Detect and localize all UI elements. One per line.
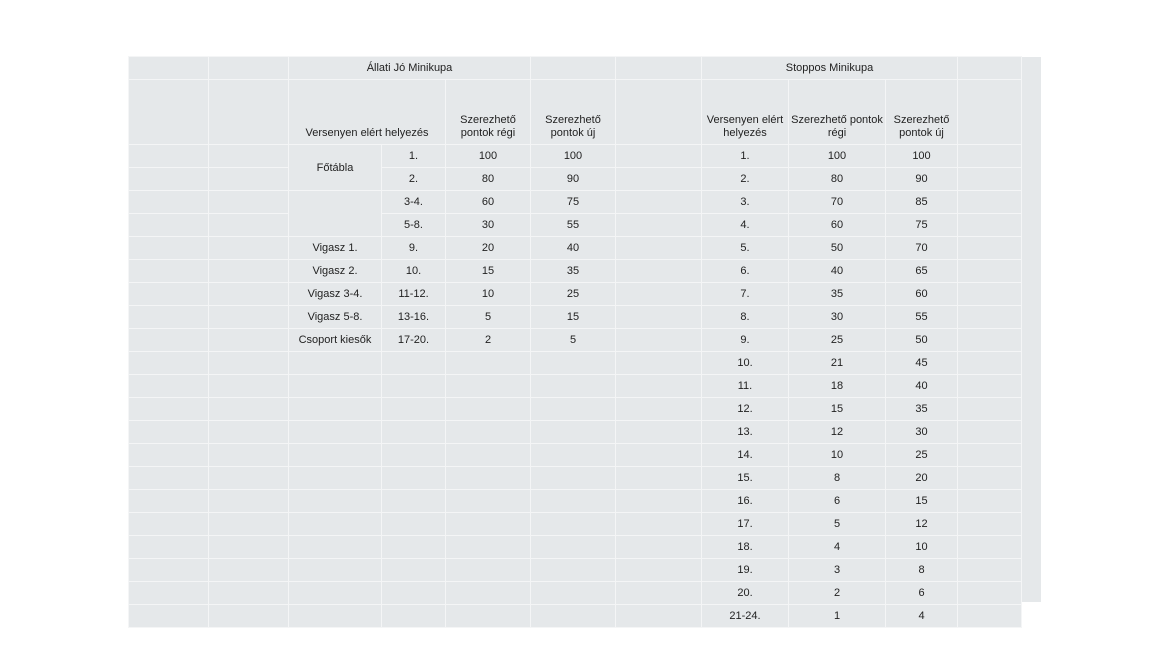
left-old-points-cell: 100 bbox=[446, 145, 530, 167]
right-old-points-cell: 10 bbox=[789, 444, 885, 466]
empty-cell bbox=[446, 605, 530, 627]
empty-cell bbox=[958, 490, 1021, 512]
right-old-points-cell: 3 bbox=[789, 559, 885, 581]
empty-cell bbox=[958, 421, 1021, 443]
empty-cell bbox=[129, 513, 208, 535]
empty-cell bbox=[616, 467, 701, 489]
left-group-label: Vigasz 1. bbox=[289, 237, 381, 259]
empty-cell bbox=[289, 421, 381, 443]
right-placement-cell: 18. bbox=[702, 536, 788, 558]
empty-cell bbox=[616, 444, 701, 466]
empty-cell bbox=[289, 490, 381, 512]
right-placement-cell: 12. bbox=[702, 398, 788, 420]
right-old-points-cell: 21 bbox=[789, 352, 885, 374]
empty-cell bbox=[209, 375, 288, 397]
empty-cell bbox=[446, 513, 530, 535]
right-new-points-cell: 65 bbox=[886, 260, 957, 282]
empty-cell bbox=[129, 605, 208, 627]
left-new-points-cell: 35 bbox=[531, 260, 615, 282]
empty-cell bbox=[616, 168, 701, 190]
right-placement-cell: 8. bbox=[702, 306, 788, 328]
left-old-points-cell: 20 bbox=[446, 237, 530, 259]
empty-cell bbox=[129, 57, 208, 79]
empty-cell bbox=[382, 582, 445, 604]
empty-cell bbox=[958, 191, 1021, 213]
right-old-points-cell: 70 bbox=[789, 191, 885, 213]
empty-cell bbox=[209, 421, 288, 443]
empty-cell bbox=[209, 283, 288, 305]
right-old-points-cell: 2 bbox=[789, 582, 885, 604]
empty-cell bbox=[616, 605, 701, 627]
empty-cell bbox=[958, 260, 1021, 282]
right-old-points-cell: 100 bbox=[789, 145, 885, 167]
empty-cell bbox=[382, 421, 445, 443]
empty-cell bbox=[531, 582, 615, 604]
empty-cell bbox=[129, 352, 208, 374]
empty-cell bbox=[289, 605, 381, 627]
left-placement-cell: 17-20. bbox=[382, 329, 445, 351]
right-old-points-cell: 18 bbox=[789, 375, 885, 397]
left-new-points-cell: 25 bbox=[531, 283, 615, 305]
empty-cell bbox=[531, 398, 615, 420]
empty-cell bbox=[958, 375, 1021, 397]
empty-cell bbox=[958, 145, 1021, 167]
left-new-points-cell: 55 bbox=[531, 214, 615, 236]
empty-cell bbox=[129, 398, 208, 420]
right-header-new-points: Szerezhető pontok új bbox=[886, 80, 957, 144]
empty-cell bbox=[289, 559, 381, 581]
empty-cell bbox=[616, 375, 701, 397]
empty-cell bbox=[616, 559, 701, 581]
left-placement-cell: 1. bbox=[382, 145, 445, 167]
empty-cell bbox=[209, 260, 288, 282]
empty-cell bbox=[129, 260, 208, 282]
empty-cell bbox=[129, 582, 208, 604]
empty-cell bbox=[209, 191, 288, 213]
left-placement-cell: 2. bbox=[382, 168, 445, 190]
empty-cell bbox=[129, 467, 208, 489]
right-new-points-cell: 10 bbox=[886, 536, 957, 558]
empty-cell bbox=[209, 467, 288, 489]
right-old-points-cell: 6 bbox=[789, 490, 885, 512]
empty-cell bbox=[129, 214, 208, 236]
empty-cell bbox=[616, 214, 701, 236]
empty-cell bbox=[209, 536, 288, 558]
left-header-old-points: Szerezhető pontok régi bbox=[446, 80, 530, 144]
empty-cell bbox=[209, 352, 288, 374]
empty-cell bbox=[289, 536, 381, 558]
empty-cell bbox=[958, 168, 1021, 190]
empty-cell bbox=[129, 375, 208, 397]
left-table-title: Állati Jó Minikupa bbox=[289, 57, 530, 79]
right-new-points-cell: 75 bbox=[886, 214, 957, 236]
empty-cell bbox=[289, 191, 381, 236]
empty-cell bbox=[209, 80, 288, 144]
right-new-points-cell: 30 bbox=[886, 421, 957, 443]
empty-cell bbox=[129, 283, 208, 305]
right-placement-cell: 11. bbox=[702, 375, 788, 397]
empty-cell bbox=[616, 283, 701, 305]
right-new-points-cell: 100 bbox=[886, 145, 957, 167]
right-old-points-cell: 1 bbox=[789, 605, 885, 627]
empty-cell bbox=[129, 168, 208, 190]
right-old-points-cell: 35 bbox=[789, 283, 885, 305]
left-new-points-cell: 15 bbox=[531, 306, 615, 328]
empty-cell bbox=[209, 444, 288, 466]
empty-cell bbox=[382, 444, 445, 466]
empty-cell bbox=[616, 237, 701, 259]
empty-cell bbox=[289, 467, 381, 489]
empty-cell bbox=[382, 605, 445, 627]
right-old-points-cell: 80 bbox=[789, 168, 885, 190]
empty-cell bbox=[129, 559, 208, 581]
empty-cell bbox=[129, 421, 208, 443]
points-spreadsheet bbox=[129, 57, 1041, 622]
left-placement-cell: 9. bbox=[382, 237, 445, 259]
empty-cell bbox=[289, 513, 381, 535]
empty-cell bbox=[616, 145, 701, 167]
left-old-points-cell: 10 bbox=[446, 283, 530, 305]
empty-cell bbox=[446, 582, 530, 604]
empty-cell bbox=[531, 559, 615, 581]
left-new-points-cell: 100 bbox=[531, 145, 615, 167]
right-old-points-cell: 30 bbox=[789, 306, 885, 328]
right-placement-cell: 6. bbox=[702, 260, 788, 282]
left-old-points-cell: 30 bbox=[446, 214, 530, 236]
empty-cell bbox=[382, 490, 445, 512]
empty-cell bbox=[531, 375, 615, 397]
empty-cell bbox=[209, 559, 288, 581]
empty-cell bbox=[958, 467, 1021, 489]
empty-cell bbox=[616, 421, 701, 443]
empty-cell bbox=[209, 214, 288, 236]
left-new-points-cell: 5 bbox=[531, 329, 615, 351]
right-placement-cell: 10. bbox=[702, 352, 788, 374]
empty-cell bbox=[531, 352, 615, 374]
right-placement-cell: 13. bbox=[702, 421, 788, 443]
empty-cell bbox=[382, 559, 445, 581]
empty-cell bbox=[616, 490, 701, 512]
left-header-new-points: Szerezhető pontok új bbox=[531, 80, 615, 144]
left-group-label: Csoport kiesők bbox=[289, 329, 381, 351]
empty-cell bbox=[616, 536, 701, 558]
left-group-label: Vigasz 2. bbox=[289, 260, 381, 282]
empty-cell bbox=[531, 444, 615, 466]
right-new-points-cell: 12 bbox=[886, 513, 957, 535]
empty-cell bbox=[382, 467, 445, 489]
empty-cell bbox=[289, 398, 381, 420]
right-old-points-cell: 5 bbox=[789, 513, 885, 535]
right-old-points-cell: 50 bbox=[789, 237, 885, 259]
empty-cell bbox=[616, 191, 701, 213]
empty-cell bbox=[958, 57, 1021, 79]
empty-cell bbox=[129, 80, 208, 144]
empty-cell bbox=[129, 536, 208, 558]
empty-cell bbox=[446, 490, 530, 512]
right-old-points-cell: 15 bbox=[789, 398, 885, 420]
empty-cell bbox=[531, 421, 615, 443]
empty-cell bbox=[209, 306, 288, 328]
empty-cell bbox=[446, 421, 530, 443]
empty-cell bbox=[958, 283, 1021, 305]
empty-cell bbox=[616, 398, 701, 420]
empty-cell bbox=[289, 375, 381, 397]
left-placement-cell: 13-16. bbox=[382, 306, 445, 328]
right-new-points-cell: 70 bbox=[886, 237, 957, 259]
right-placement-cell: 16. bbox=[702, 490, 788, 512]
empty-cell bbox=[616, 306, 701, 328]
empty-cell bbox=[958, 214, 1021, 236]
left-header-placement: Versenyen elért helyezés bbox=[289, 80, 445, 144]
empty-cell bbox=[616, 57, 701, 79]
right-new-points-cell: 45 bbox=[886, 352, 957, 374]
empty-cell bbox=[616, 329, 701, 351]
empty-cell bbox=[958, 80, 1021, 144]
empty-cell bbox=[531, 490, 615, 512]
empty-cell bbox=[289, 352, 381, 374]
left-new-points-cell: 40 bbox=[531, 237, 615, 259]
right-old-points-cell: 60 bbox=[789, 214, 885, 236]
empty-cell bbox=[446, 559, 530, 581]
empty-cell bbox=[129, 329, 208, 351]
empty-cell bbox=[958, 582, 1021, 604]
right-header-placement: Versenyen elért helyezés bbox=[702, 80, 788, 144]
right-new-points-cell: 4 bbox=[886, 605, 957, 627]
right-old-points-cell: 8 bbox=[789, 467, 885, 489]
empty-cell bbox=[209, 145, 288, 167]
empty-cell bbox=[958, 444, 1021, 466]
right-placement-cell: 2. bbox=[702, 168, 788, 190]
empty-cell bbox=[446, 536, 530, 558]
empty-cell bbox=[958, 237, 1021, 259]
right-placement-cell: 19. bbox=[702, 559, 788, 581]
empty-cell bbox=[531, 513, 615, 535]
right-new-points-cell: 8 bbox=[886, 559, 957, 581]
empty-cell bbox=[382, 375, 445, 397]
left-old-points-cell: 60 bbox=[446, 191, 530, 213]
left-old-points-cell: 5 bbox=[446, 306, 530, 328]
right-placement-cell: 20. bbox=[702, 582, 788, 604]
empty-cell bbox=[531, 536, 615, 558]
empty-cell bbox=[958, 329, 1021, 351]
empty-cell bbox=[209, 57, 288, 79]
empty-cell bbox=[382, 398, 445, 420]
right-placement-cell: 15. bbox=[702, 467, 788, 489]
empty-cell bbox=[129, 237, 208, 259]
empty-cell bbox=[958, 559, 1021, 581]
left-group-label: Főtábla bbox=[289, 145, 381, 190]
empty-cell bbox=[531, 57, 615, 79]
empty-cell bbox=[209, 605, 288, 627]
left-placement-cell: 10. bbox=[382, 260, 445, 282]
empty-cell bbox=[446, 375, 530, 397]
empty-cell bbox=[129, 306, 208, 328]
right-new-points-cell: 40 bbox=[886, 375, 957, 397]
right-placement-cell: 14. bbox=[702, 444, 788, 466]
left-placement-cell: 3-4. bbox=[382, 191, 445, 213]
left-placement-cell: 11-12. bbox=[382, 283, 445, 305]
right-new-points-cell: 60 bbox=[886, 283, 957, 305]
right-old-points-cell: 4 bbox=[789, 536, 885, 558]
empty-cell bbox=[289, 444, 381, 466]
left-new-points-cell: 90 bbox=[531, 168, 615, 190]
empty-cell bbox=[616, 352, 701, 374]
right-placement-cell: 7. bbox=[702, 283, 788, 305]
left-placement-cell: 5-8. bbox=[382, 214, 445, 236]
empty-cell bbox=[958, 513, 1021, 535]
empty-cell bbox=[531, 467, 615, 489]
empty-cell bbox=[209, 490, 288, 512]
right-new-points-cell: 6 bbox=[886, 582, 957, 604]
empty-cell bbox=[446, 444, 530, 466]
empty-cell bbox=[209, 329, 288, 351]
right-old-points-cell: 25 bbox=[789, 329, 885, 351]
right-new-points-cell: 50 bbox=[886, 329, 957, 351]
empty-cell bbox=[531, 605, 615, 627]
empty-cell bbox=[209, 398, 288, 420]
empty-cell bbox=[129, 191, 208, 213]
empty-cell bbox=[209, 513, 288, 535]
empty-cell bbox=[446, 352, 530, 374]
right-placement-cell: 4. bbox=[702, 214, 788, 236]
right-new-points-cell: 20 bbox=[886, 467, 957, 489]
empty-cell bbox=[129, 444, 208, 466]
empty-cell bbox=[616, 582, 701, 604]
empty-cell bbox=[958, 398, 1021, 420]
left-old-points-cell: 80 bbox=[446, 168, 530, 190]
right-table-title: Stoppos Minikupa bbox=[702, 57, 957, 79]
empty-cell bbox=[446, 467, 530, 489]
left-group-label: Vigasz 5-8. bbox=[289, 306, 381, 328]
right-old-points-cell: 12 bbox=[789, 421, 885, 443]
right-old-points-cell: 40 bbox=[789, 260, 885, 282]
empty-cell bbox=[209, 237, 288, 259]
left-old-points-cell: 2 bbox=[446, 329, 530, 351]
right-placement-cell: 1. bbox=[702, 145, 788, 167]
empty-cell bbox=[129, 490, 208, 512]
empty-cell bbox=[129, 145, 208, 167]
empty-cell bbox=[209, 582, 288, 604]
left-new-points-cell: 75 bbox=[531, 191, 615, 213]
empty-cell bbox=[209, 168, 288, 190]
empty-cell bbox=[289, 582, 381, 604]
right-header-old-points: Szerezhető pontok régi bbox=[789, 80, 885, 144]
right-placement-cell: 9. bbox=[702, 329, 788, 351]
empty-cell bbox=[616, 513, 701, 535]
empty-cell bbox=[958, 536, 1021, 558]
empty-cell bbox=[616, 80, 701, 144]
empty-cell bbox=[616, 260, 701, 282]
right-new-points-cell: 15 bbox=[886, 490, 957, 512]
empty-cell bbox=[382, 352, 445, 374]
empty-cell bbox=[958, 605, 1021, 627]
right-placement-cell: 3. bbox=[702, 191, 788, 213]
right-new-points-cell: 35 bbox=[886, 398, 957, 420]
left-group-label: Vigasz 3-4. bbox=[289, 283, 381, 305]
right-placement-cell: 5. bbox=[702, 237, 788, 259]
empty-cell bbox=[446, 398, 530, 420]
right-new-points-cell: 90 bbox=[886, 168, 957, 190]
right-placement-cell: 17. bbox=[702, 513, 788, 535]
empty-cell bbox=[382, 536, 445, 558]
left-old-points-cell: 15 bbox=[446, 260, 530, 282]
right-new-points-cell: 85 bbox=[886, 191, 957, 213]
empty-cell bbox=[382, 513, 445, 535]
empty-cell bbox=[958, 306, 1021, 328]
right-new-points-cell: 25 bbox=[886, 444, 957, 466]
empty-cell bbox=[958, 352, 1021, 374]
right-placement-cell: 21-24. bbox=[702, 605, 788, 627]
right-new-points-cell: 55 bbox=[886, 306, 957, 328]
